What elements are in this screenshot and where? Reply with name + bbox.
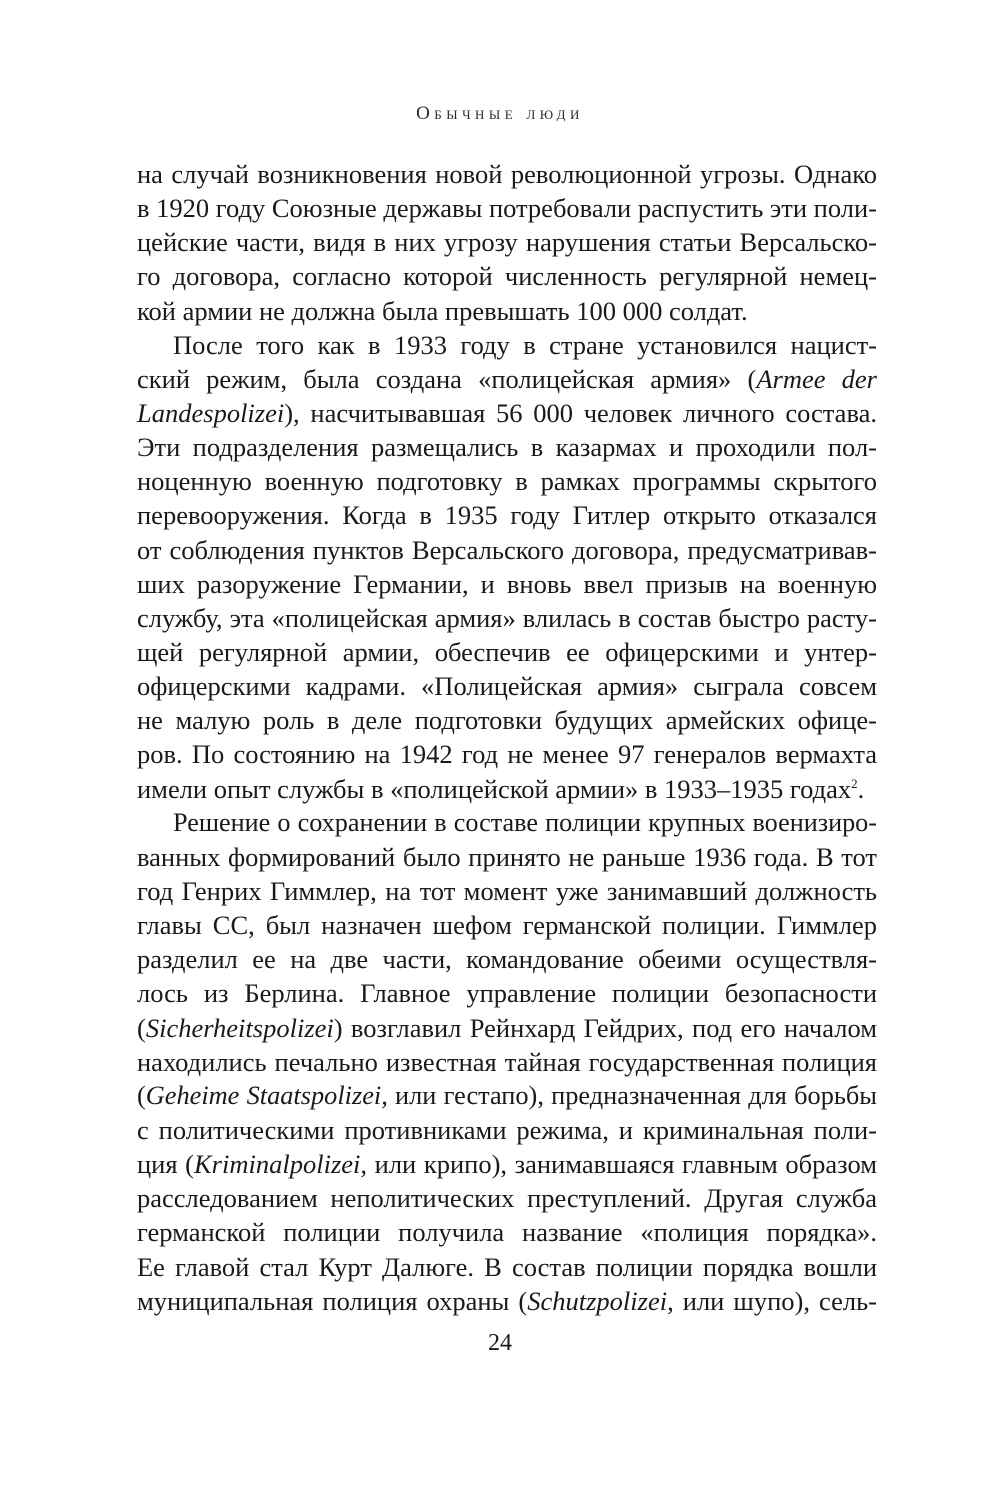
text-line: главы СС, был назначен шефом германской полиции. Гиммлер (137, 910, 877, 941)
text-line: ших разоружение Германии, и вновь ввел призыв на военную (137, 568, 877, 599)
text-segment: . (857, 773, 865, 804)
text-line (137, 396, 877, 430)
text-line (137, 772, 877, 806)
text-line: германской полиции получила название «полиция порядка». (137, 1217, 877, 1248)
text-line: щей регулярной армии, обеспечив ее офицерскими и унтер- (137, 636, 877, 667)
text-line: Ее главой стал Курт Далюге. В состав полиции порядка вошли (137, 1251, 877, 1282)
text-line: После того как в 1933 году в стране установился нацист- (173, 329, 877, 360)
running-head: Обычные люди (416, 103, 584, 124)
text-line (137, 1284, 877, 1318)
page-number: 24 (488, 1330, 512, 1356)
text-segment: ция ( (137, 1149, 194, 1180)
text-line (137, 1147, 877, 1181)
text-line: ноценную военную подготовку в рамках программы скрытого (137, 466, 877, 497)
text-line: ванных формирований было принято не раньше 1936 года. В тот (137, 841, 877, 872)
text-line: год Генрих Гиммлер, на тот момент уже занимавший должность (137, 875, 877, 906)
foreign-term: Schutzpolizei, (527, 1285, 674, 1316)
text-line: на случай возникновения новой революционной угрозы. Однако (137, 159, 877, 189)
text-line: го договора, согласно которой численность регулярной немец- (137, 261, 877, 292)
text-line: в 1920 году Союзные державы потребовали распустить эти поли- (137, 193, 877, 224)
text-line: службу, эта «полицейская армия» влилась в состав быстро расту- (137, 602, 877, 633)
text-segment: ), насчитывавшая 56 000 человек личного состава. (284, 397, 877, 428)
page-body (137, 157, 877, 1318)
footnote-ref[interactable]: 2 (851, 775, 858, 791)
text-line: кой армии не должна была превышать 100 000 солдат. (137, 295, 748, 326)
foreign-term: Landespolizei (137, 397, 285, 428)
text-line: лось из Берлина. Главное управление полиции безопасности (137, 978, 877, 1009)
text-line (137, 1011, 877, 1045)
text-line (137, 1079, 877, 1113)
text-line: разделил ее на две части, командование обеими осуществля- (137, 944, 877, 975)
foreign-term: Geheime Staatspolizei, (145, 1080, 388, 1110)
text-line: перевооружения. Когда в 1935 году Гитлер открыто отказался (137, 500, 877, 531)
text-line: цейские части, видя в них угрозу нарушения статьи Версальско- (137, 227, 877, 258)
text-line: находились печально известная тайная государственная полиция (137, 1046, 877, 1077)
text-line: не малую роль в деле подготовки будущих армейских офице- (137, 705, 877, 736)
text-line: от соблюдения пунктов Версальского договора, предусматривав- (137, 534, 877, 565)
text-segment: ский режим, была создана «полицейская армия» ( (137, 363, 757, 394)
foreign-term: Kriminalpolizei, (194, 1149, 368, 1180)
text-segment: муниципальная полиция охраны ( (137, 1285, 528, 1316)
foreign-term: Armee der (756, 363, 877, 394)
text-line: Эти подразделения размещались в казармах и проходили пол- (137, 432, 877, 463)
foreign-term: Sicherheitspolizei (145, 1012, 334, 1043)
text-segment: имели опыт службы в «полицейской армии» в 1933–1935 годах (137, 773, 852, 804)
text-line (137, 362, 877, 396)
text-segment: ( (137, 1080, 146, 1110)
text-line: ров. По состоянию на 1942 год не менее 97 генералов вермахта (137, 739, 877, 770)
text-segment: ( (137, 1012, 146, 1043)
text-line: с политическими противниками режима, и криминальная поли- (137, 1114, 877, 1145)
text-line: офицерскими кадрами. «Полицейская армия» сыграла совсем (137, 671, 877, 702)
text-segment: или шупо), сель- (673, 1285, 877, 1316)
text-segment: или крипо), занимавшаяся главным образом (367, 1149, 877, 1180)
text-segment: или гестапо), предназначенная для борьбы (387, 1080, 877, 1110)
text-line: Решение о сохранении в составе полиции крупных военизиро- (173, 807, 877, 837)
text-line: расследованием неполитических преступлений. Другая служба (137, 1183, 877, 1214)
text-segment: ) возглавил Рейнхард Гейдрих, под его началом (333, 1012, 877, 1043)
